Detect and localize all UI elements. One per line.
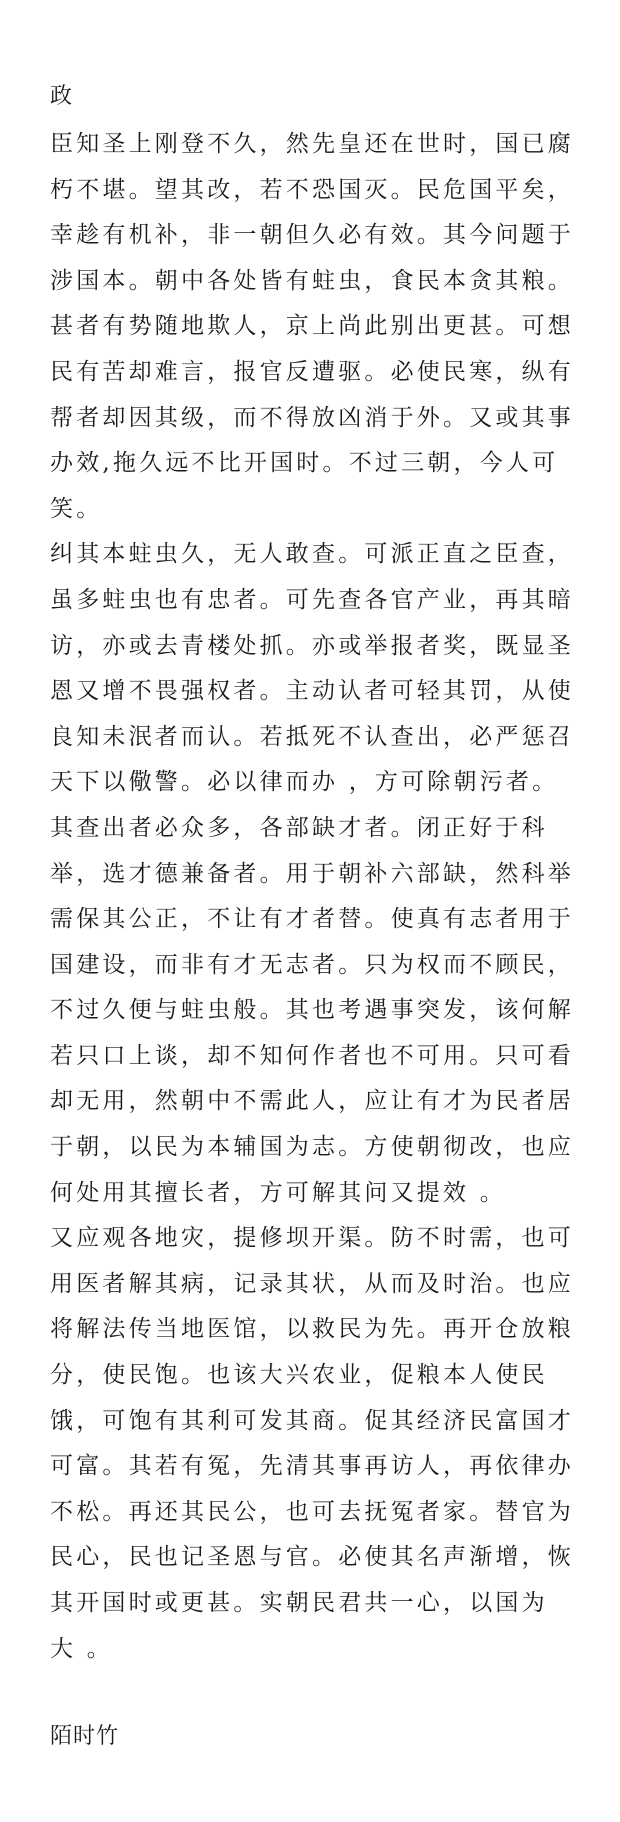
essay-line: 不松。再还其民公，也可去抚冤者家。替官为 <box>50 1498 574 1525</box>
essay-line: 国建设，而非有才无志者。只为权而不顾民， <box>50 951 574 978</box>
essay-line: 良知未泯者而认。若抵死不认查出，必严惩召 <box>50 723 574 750</box>
essay-line: 可富。其若有冤，先清其事再访人，再依律办 <box>50 1453 574 1480</box>
essay-title: 政 <box>50 84 74 109</box>
essay-line: 朽不堪。望其改，若不恐国灭。民危国平矣， <box>50 176 574 203</box>
essay-line: 将解法传当地医馆，以救民为先。再开仓放粮 <box>50 1316 574 1343</box>
essay-line: 民有苦却难言，报官反遭驱。必使民寒，纵有 <box>50 358 574 385</box>
author-signature: 陌时竹 <box>50 1724 120 1749</box>
essay-line: 不过久便与蛀虫般。其也考遇事突发，该何解 <box>50 997 574 1024</box>
essay-line: 天下以儆警。必以律而办 ，方可除朝污者。 <box>50 769 559 796</box>
essay-line: 恩又增不畏强权者。主动认者可轻其罚，从使 <box>50 678 574 705</box>
essay-line: 臣知圣上刚登不久，然先皇还在世时，国已腐 <box>50 131 574 157</box>
essay-line: 帮者却因其级，而不得放凶消于外。又或其事 <box>50 404 574 431</box>
essay-line: 笑。 <box>50 495 103 522</box>
essay-line: 办效,拖久远不比开国时。不过三朝，今人可 <box>50 450 559 477</box>
essay-line: 访，亦或去青楼处抓。亦或举报者奖，既显圣 <box>50 632 574 659</box>
essay-line: 何处用其擅长者，方可解其问又提效 。 <box>50 1179 506 1206</box>
essay-line: 虽多蛀虫也有忠者。可先查各官产业，再其暗 <box>50 586 574 613</box>
essay-line: 民心，民也记圣恩与官。必使其名声渐增，恢 <box>50 1544 574 1571</box>
essay-line: 甚者有势随地欺人，京上尚此别出更甚。可想 <box>50 313 574 340</box>
essay-line: 其查出者必众多，各部缺才者。闭正好于科 <box>50 814 548 841</box>
essay-line: 需保其公正，不让有才者替。使真有志者用于 <box>50 906 574 933</box>
essay-line: 却无用，然朝中不需此人，应让有才为民者居 <box>50 1088 574 1115</box>
essay-line: 其开国时或更甚。实朝民君共一心，以国为 <box>50 1590 548 1616</box>
essay-line: 饿，可饱有其利可发其商。促其经济民富国才 <box>50 1407 574 1434</box>
essay-line: 用医者解其病，记录其状，从而及时治。也应 <box>50 1270 574 1297</box>
essay-line: 纠其本蛀虫久，无人敢查。可派正直之臣查， <box>50 541 574 568</box>
essay-line: 于朝，以民为本辅国为志。方使朝彻改，也应 <box>50 1134 574 1161</box>
essay-line: 幸趁有机补，非一朝但久必有效。其今问题于 <box>50 222 574 249</box>
essay-line: 涉国本。朝中各处皆有蛀虫，食民本贪其粮。 <box>50 267 574 294</box>
essay-line: 分，使民饱。也该大兴农业，促粮本人使民 <box>50 1362 548 1389</box>
essay-line: 又应观各地灾，提修坝开渠。防不时需，也可 <box>50 1225 574 1252</box>
essay-line: 举，选才德兼备者。用于朝补六部缺，然科举 <box>50 860 574 887</box>
essay-line: 若只口上谈，却不知何作者也不可用。只可看 <box>50 1042 574 1069</box>
essay-body <box>50 122 574 1672</box>
essay-line: 大 。 <box>50 1635 113 1662</box>
